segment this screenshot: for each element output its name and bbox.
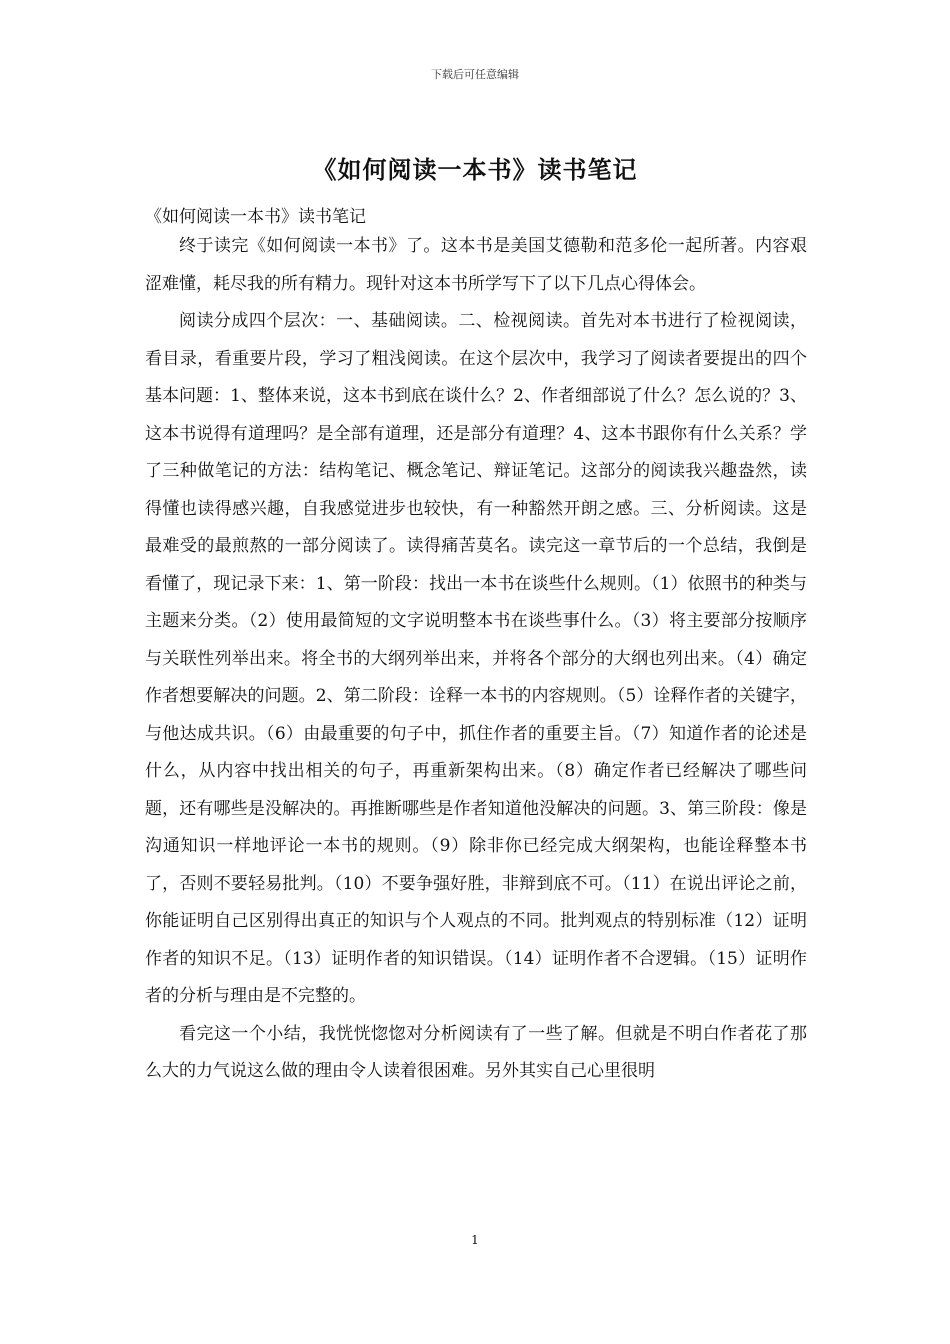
document-title: 《如何阅读一本书》读书笔记 [312, 155, 638, 184]
paragraph-reading-levels: 阅读分成四个层次：一、基础阅读。二、检视阅读。首先对本书进行了检视阅读，看目录，看重要片段，学习了粗浅阅读。在这个层次中，我学习了阅读者要提出的四个基本问题：1、整体来说，这本书到底在谈什么？2、作者细部说了什么？怎么说的？3、这本书说得有道理吗？是全部有道理，还是部分有道理？4、这本书跟你有什么关系？学了三种做笔记的方法：结构笔记、概念笔记、辩证笔记。这部分的阅读我兴趣盎然，读得懂也读得感兴趣，自我感觉进步也较快，有一种豁然开朗之感。三、分析阅读。这是最难受的最煎熬的一部分阅读了。读得痛苦莫名。读完这一章节后的一个总结，我倒是看懂了，现记录下来：1、第一阶段：找出一本书在谈些什么规则。（1）依照书的种类与主题来分类。（2）使用最简短的文字说明整本书在谈些事什么。（3）将主要部分按顺序与关联性列举出来。将全书的大纲列举出来，并将各个部分的大纲也列出来。（4）确定作者想要解决的问题。2、第二阶段：诠释一本书的内容规则。（5）诠释作者的关键字，与他达成共识。（6）由最重要的句子中，抓住作者的重要主旨。（7）知道作者的论述是什么，从内容中找出相关的句子，再重新架构出来。（8）确定作者已经解决了哪些问题，还有哪些是没解决的。再推断哪些是作者知道他没解决的问题。3、第三阶段：像是沟通知识一样地评论一本书的规则。（9）除非你已经完成大纲架构，也能诠释整本书了，否则不要轻易批判。（10）不要争强好胜，非辩到底不可。（11）在说出评论之前，你能证明自己区别得出真正的知识与个人观点的不同。批判观点的特别标准（12）证明作者的知识不足。（13）证明作者的知识错误。（14）证明作者不合逻辑。（15）证明作者的分析与理由是不完整的。 [145, 311, 807, 1006]
document-body [145, 228, 807, 1091]
paragraph-intro: 终于读完《如何阅读一本书》了。这本书是美国艾德勒和范多伦一起所著。内容艰涩难懂，耗尽我的所有精力。现针对这本书所学写下了以下几点心得体会。 [145, 236, 807, 294]
paragraph-reflection: 看完这一个小结，我恍恍惚惚对分析阅读有了一些了解。但就是不明白作者花了那么大的力气说这么做的理由令人读着很困难。另外其实自己心里很明 [145, 1023, 807, 1081]
document-subtitle: 《如何阅读一本书》读书笔记 [145, 207, 366, 227]
page-number: 1 [471, 1233, 479, 1247]
page-header: 下载后可任意编辑 [431, 68, 519, 81]
